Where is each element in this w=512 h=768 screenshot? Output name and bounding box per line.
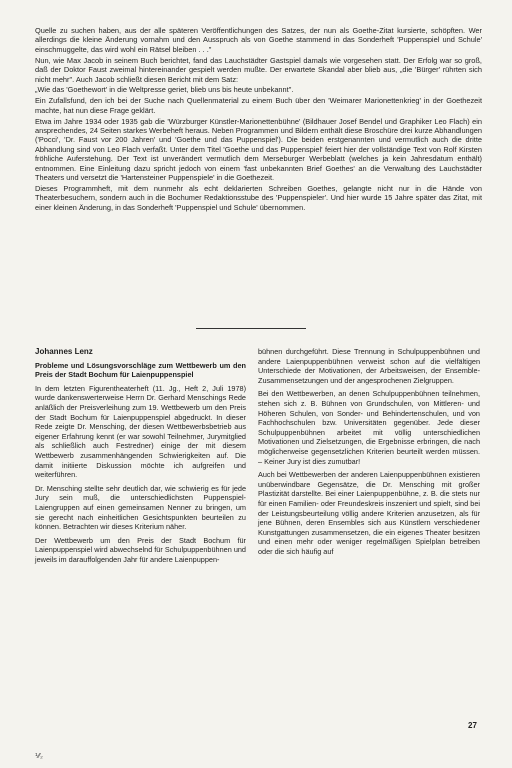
page-number: 27 xyxy=(468,721,477,730)
paragraph: Ein Zufallsfund, den ich bei der Suche nach Quellenmaterial zu einem Buch über den 'Weimarer Marionettenkrieg' in der Goethezeit machte, hat nun diese Frage geklärt. xyxy=(35,96,482,115)
paragraph: Bei den Wettbewerben, an denen Schulpuppenbühnen teilnehmen, stehen sich z. B. Bühnen von Grundschulen, von Mittleren- und Höheren Schulen, von Sonder- und Behindertenschulen, und von Fachhochschulen bzw. Universitäten gegenüber. Jede dieser Schulpuppenbühnen arbeitet mit völlig unterschiedlichen Motivationen und Zielsetzungen, die Ergebnisse erbringen, die nach möglicherweise gegensetzlichen Kriterien beurteilt werden müssen. – Keiner Jury ist dies zumutbar! xyxy=(258,389,480,466)
section-divider xyxy=(196,328,306,329)
right-column xyxy=(258,347,480,560)
article-title: Probleme und Lösungsvorschläge zum Wettbewerb um den Preis der Stadt Bochum für Laienpuppenspiel xyxy=(35,360,246,380)
article-author: Johannes Lenz xyxy=(35,347,93,356)
scan-mark: ⅟⁄₂ xyxy=(35,753,43,760)
left-column xyxy=(35,347,246,568)
paragraph: Nun, wie Max Jacob in seinem Buch berichtet, fand das Lauchstädter Gastspiel damals wie vorgesehen statt. Der Erfolg war so groß, daß der Doktor Faust zweimal hintereinander gespielt werden mußte. Der erwartete Skandal aber blieb aus, „die 'Bürger' rührten sich nicht mehr". Auch Jacob schließt diesen Bericht mit dem Satz: xyxy=(35,55,482,84)
paragraph: bühnen durchgeführt. Diese Trennung in Schulpuppenbühnen und andere Laienpuppenbühnen verweist schon auf die vielfältigen Unterschiede der Motivationen, der Arbeitsweisen, der Ensemble-Zusammensetzungen und der angesprochenen Zielgruppen. xyxy=(258,347,480,385)
paragraph: In dem letzten Figurentheaterheft (11. Jg., Heft 2, Juli 1978) wurde dankenswerterweise Herrn Dr. Gerhard Menschings Rede anläßlich der Preisverleihung zum 19. Wettbewerb um den Preis der Stadt Bochum für Laienpuppenspiel abgedruckt. In dieser Rede zeigte Dr. Mensching, der diesen Wettbewerbsbetrieb aus eigener Erfahrung kennt (er war sowohl Teilnehmer, Jurymitglied als schließlich auch Festredner) einige der mit diesem Wettbewerb zusammenhängenden Schwierigkeiten auf. Die damit initiierte Diskussion möchte ich aufgreifen und weiterführen. xyxy=(35,383,246,480)
paragraph: Dieses Programmheft, mit dem nunmehr als echt deklarierten Schreiben Goethes, gelangte nicht nur in die Hände von Theaterbesuchern, sondern auch in die Bochumer Redaktionsstube des 'Puppenspieler'. Und hier wurde 15 Jahre später das Zitat, mit einer kleinen Änderung, in das Sonderheft 'Puppenspiel und Schule' übernommen. xyxy=(35,184,482,212)
paragraph: Dr. Mensching stellte sehr deutlich dar, wie schwierig es für jede Jury sein muß, die unterschiedlichsten Puppenspiel-Laiengruppen auf einen gemeinsamen Nenner zu bringen, um sie gerecht nach einheitlichen Gesichtspunkten beurteilen zu können. Betrachten wir dieses Kriterium näher. xyxy=(35,483,246,532)
paragraph: Auch bei Wettbewerben der anderen Laienpuppenbühnen existieren unüberwindbare Gegensätze, die Dr. Mensching mit großer Plastizität darstellte. Bei einer Laienpuppenbühne, z. B. die stets nur für einen Familien- oder Freundeskreis inszeniert und spielt, sind bei der Leistungsbeurteilung völlig andere Kriterien anzusetzen, als für jene Bühnen, deren Ensembles sich aus Künstlern verschiedener Kunstgattungen zusammensetzen, die ein eigenes Theater besitzen und einen mehr oder weniger regelmäßigen Spielplan betreiben oder die sich häufig auf xyxy=(258,470,480,556)
quote-paragraph: „Wie das 'Goethewort' in die Weltpresse geriet, blieb uns bis heute unbekannt". xyxy=(35,85,294,95)
top-text-block xyxy=(35,26,482,214)
paragraph: Etwa im Jahre 1934 oder 1935 gab die 'Würzburger Künstler-Marionettenbühne' (Bildhauer Josef Bendel und Graphiker Leo Flach) ein ansprechendes, 24 Seiten starkes Werbeheft heraus. Neben Programmen und Bildern enthält diese Broschüre drei kurze Abhandlungen ('Pocci', 'Dr. Faust vor 200 Jahren' und 'Goethe und das Puppenspiel'). Die beiden erstgenannten und vermutlich auch die dritte Abhandlung sind von Leo Flach verfaßt. Unter dem Titel 'Goethe und das Puppenspiel' feiert hier der vollständige Text von Rolf Kirsten fröhliche Auferstehung. Der Text ist unverändert vermutlich dem Merseburger Werbeblatt (welches ja kein Jahresdatum enthält) entnommen. Eine Einleitung dazu spricht jedoch von einem 'fast unbekannten Brief Goethes' an die Verwaltung des Lauchstädter Theaters und versetzt die 'Hartensteiner Puppenspiele' in die Goethezeit. xyxy=(35,116,482,183)
paragraph: Der Wettbewerb um den Preis der Stadt Bochum für Laienpuppenspiel wird abwechselnd für Schulpuppenbühnen und jeweils im darauffolgenden Jahr für andere Laienpuppen- xyxy=(35,535,246,564)
paragraph: Quelle zu suchen haben, aus der alle späteren Veröffentlichungen des Satzes, der nun als Goethe-Zitat kursierte, schöpften. Wer allerdings die kleine Änderung vornahm und den Ausspruch als von Goethe stammend in das Sonderheft 'Puppenspiel und Schule' einschmuggelte, das wird wohl ein Rätsel bleiben . . ." xyxy=(35,26,482,54)
